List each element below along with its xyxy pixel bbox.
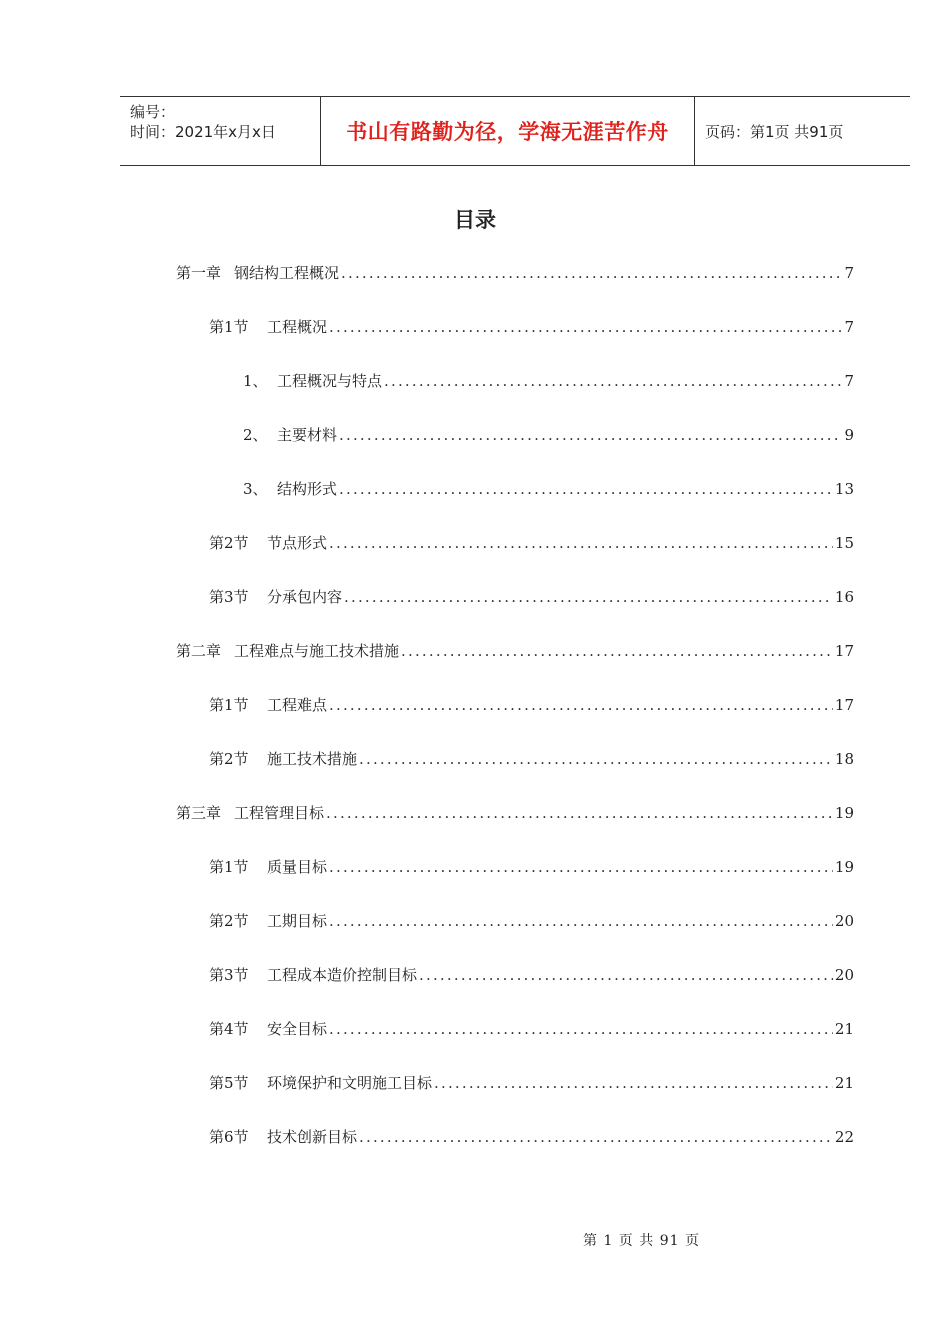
toc-entry[interactable]	[243, 370, 854, 394]
toc-entry-title: 工程难点	[267, 696, 328, 714]
toc-entry-title: 工程成本造价控制目标	[267, 966, 418, 984]
toc-entry-page: 7	[844, 318, 854, 336]
toc-entry[interactable]	[209, 586, 854, 610]
toc-entry-title: 技术创新目标	[267, 1128, 358, 1146]
toc-entry-page: 20	[834, 966, 854, 984]
toc-entry-number: 第二章	[176, 642, 222, 660]
toc-entry[interactable]	[209, 748, 854, 772]
toc-entry-page: 21	[834, 1020, 854, 1038]
toc-leader-dots	[329, 534, 833, 552]
toc-entry-number: 第2节	[209, 912, 249, 930]
toc-entry-page: 19	[834, 858, 854, 876]
toc-entry[interactable]	[243, 478, 854, 502]
toc-leader-dots	[434, 1074, 833, 1092]
toc-entry-page: 9	[844, 426, 854, 444]
toc-leader-dots	[419, 966, 833, 984]
toc-entry[interactable]	[209, 856, 854, 880]
toc-leader-dots	[326, 804, 833, 822]
toc-leader-dots	[344, 588, 833, 606]
toc-entry-number: 第2节	[209, 750, 249, 768]
toc-leader-dots	[329, 858, 833, 876]
toc-entry-number: 第1节	[209, 318, 249, 336]
toc-leader-dots	[359, 1128, 833, 1146]
toc-leader-dots	[329, 1020, 833, 1038]
toc-entry-number: 第一章	[176, 264, 222, 282]
toc-entry[interactable]	[209, 532, 854, 556]
toc-entry-page: 19	[834, 804, 854, 822]
header-page-cell	[695, 97, 910, 165]
toc-entry[interactable]	[209, 964, 854, 988]
toc-entry-number: 第三章	[176, 804, 222, 822]
toc-entry-number: 第3节	[209, 966, 249, 984]
document-time-label: 时间：2021年x月x日	[130, 123, 276, 141]
toc-entry-page: 13	[834, 480, 854, 498]
toc-entry-number: 第3节	[209, 588, 249, 606]
toc-entry-title: 施工技术措施	[267, 750, 358, 768]
toc-entry[interactable]	[209, 694, 854, 718]
document-code-label: 编号：	[130, 103, 176, 121]
toc-entry-page: 22	[834, 1128, 854, 1146]
page-footer	[0, 1230, 950, 1250]
toc-leader-dots	[329, 912, 833, 930]
toc-entry-title: 环境保护和文明施工目标	[267, 1074, 433, 1092]
toc-entry-title: 工期目标	[267, 912, 328, 930]
toc-entry-page: 17	[834, 642, 854, 660]
toc-entry-title: 工程概况与特点	[277, 372, 383, 390]
toc-leader-dots	[384, 372, 842, 390]
toc-entry-page: 20	[834, 912, 854, 930]
toc-entry-title: 主要材料	[277, 426, 338, 444]
toc-leader-dots	[401, 642, 833, 660]
toc-leader-dots	[359, 750, 833, 768]
toc-leader-dots	[339, 426, 842, 444]
toc-leader-dots	[341, 264, 842, 282]
header-motto: 书山有路勤为径，学海无涯苦作舟	[346, 120, 669, 144]
toc-entry-page: 7	[844, 372, 854, 390]
toc-entry[interactable]	[209, 910, 854, 934]
toc-entry[interactable]	[243, 424, 854, 448]
document-header	[120, 96, 910, 166]
toc-title: 目录	[454, 208, 496, 232]
toc-leader-dots	[339, 480, 833, 498]
toc-entry[interactable]	[176, 262, 854, 286]
toc-leader-dots	[329, 696, 833, 714]
header-motto-cell	[321, 97, 695, 165]
toc-entry-number: 3、	[243, 480, 268, 498]
toc-entry-title: 节点形式	[267, 534, 328, 552]
toc-entry-number: 第1节	[209, 696, 249, 714]
toc-entry-title: 工程难点与施工技术措施	[234, 642, 400, 660]
toc-entry-page: 18	[834, 750, 854, 768]
toc-entry[interactable]	[209, 316, 854, 340]
toc-entry-number: 第4节	[209, 1020, 249, 1038]
toc-entry-number: 第1节	[209, 858, 249, 876]
header-info-cell	[120, 97, 321, 165]
toc-entry-page: 17	[834, 696, 854, 714]
toc-entry-number: 2、	[243, 426, 268, 444]
toc-entry-title: 工程管理目标	[234, 804, 325, 822]
toc-entry-number: 1、	[243, 372, 268, 390]
toc-entry-number: 第2节	[209, 534, 249, 552]
toc-entry[interactable]	[209, 1072, 854, 1096]
toc-entry-page: 21	[834, 1074, 854, 1092]
toc-entry[interactable]	[209, 1018, 854, 1042]
toc-entry-title: 安全目标	[267, 1020, 328, 1038]
footer-page-number: 第 1 页 共 91 页	[583, 1233, 700, 1249]
toc-entry-title: 质量目标	[267, 858, 328, 876]
toc-entry-title: 分承包内容	[267, 588, 343, 606]
toc-entry[interactable]	[176, 802, 854, 826]
toc-entry-title: 钢结构工程概况	[234, 264, 340, 282]
toc-leader-dots	[329, 318, 842, 336]
toc-entry-page: 7	[844, 264, 854, 282]
toc-entry[interactable]	[209, 1126, 854, 1150]
toc-entry-page: 16	[834, 588, 854, 606]
toc-entry-title: 结构形式	[277, 480, 338, 498]
toc-entry-title: 工程概况	[267, 318, 328, 336]
toc-entry-page: 15	[834, 534, 854, 552]
toc-entry-number: 第5节	[209, 1074, 249, 1092]
toc-entry-number: 第6节	[209, 1128, 249, 1146]
header-page-label: 页码：第1页 共91页	[705, 122, 844, 141]
toc-entry[interactable]	[176, 640, 854, 664]
